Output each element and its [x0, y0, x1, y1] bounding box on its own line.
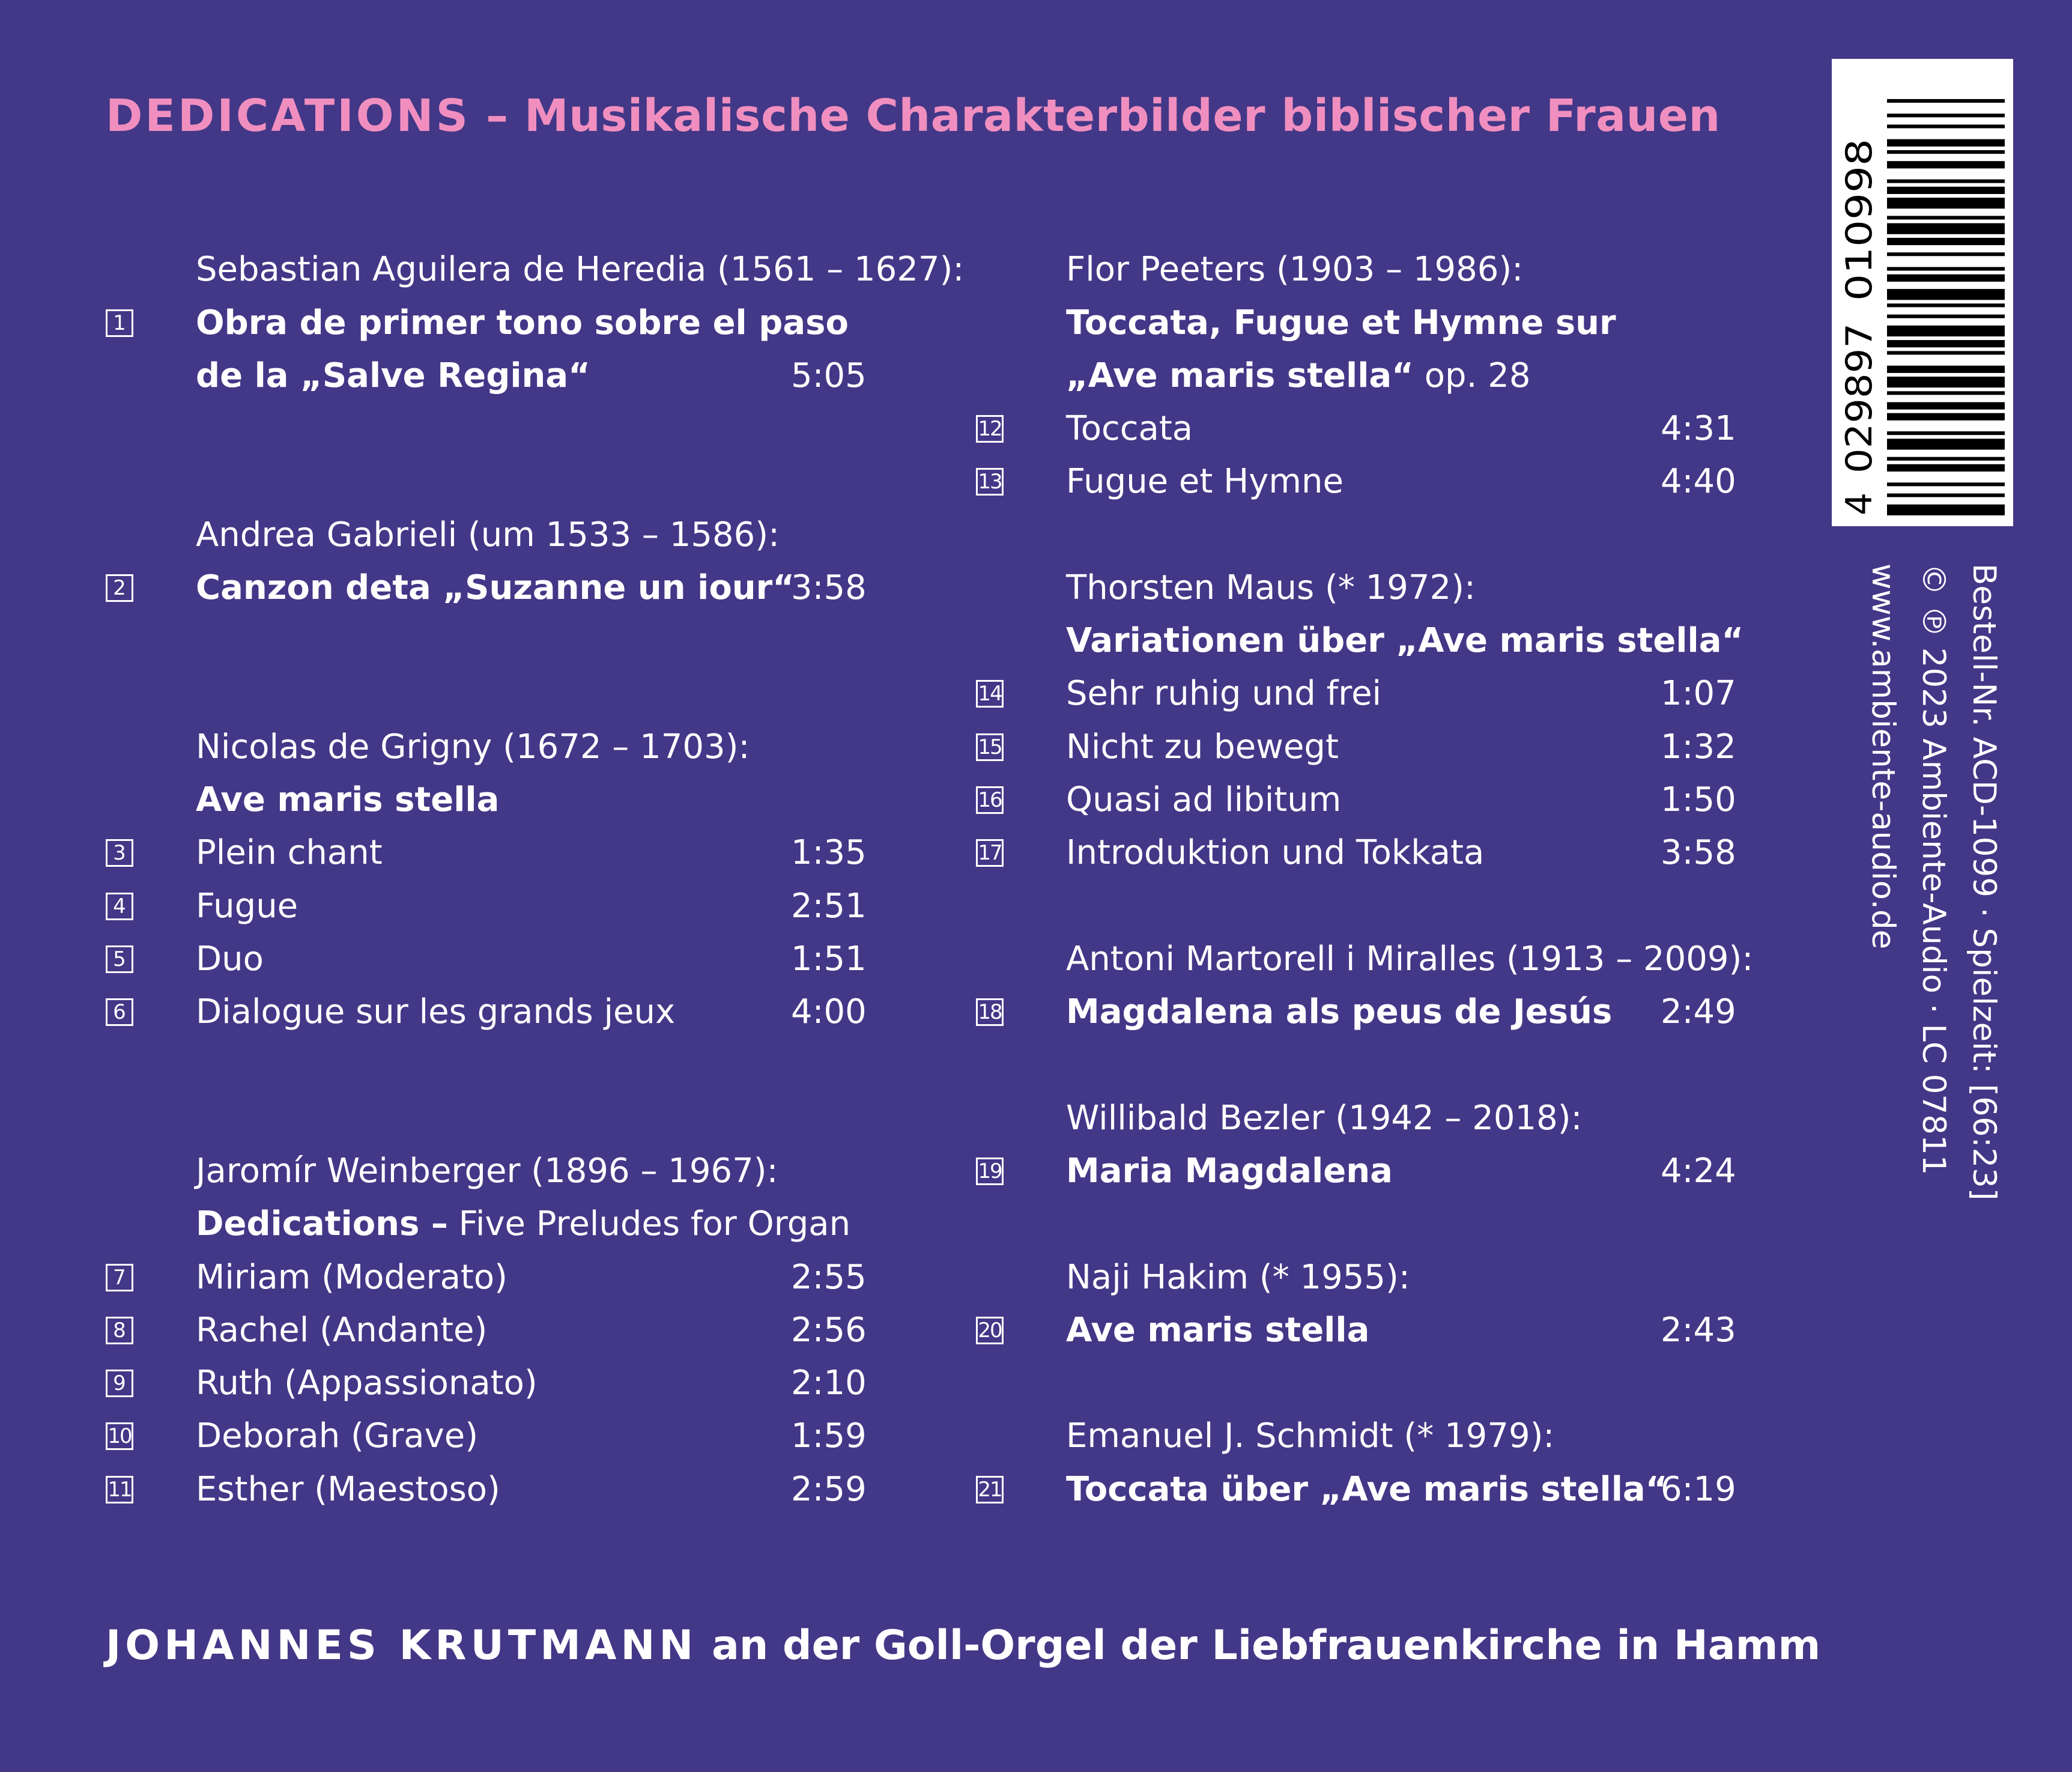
- barcode-bar: [1887, 340, 2005, 347]
- track-title: Deborah (Grave): [196, 1416, 479, 1455]
- barcode-bar: [1887, 238, 2005, 245]
- track-number: 14: [976, 680, 1004, 708]
- track-title: Fugue: [196, 887, 298, 926]
- work-title-bold: „Ave maris stella“: [1066, 356, 1414, 395]
- track-number: 9: [106, 1370, 133, 1397]
- track-duration: 1:35: [791, 833, 867, 872]
- barcode-bar: [1887, 99, 2005, 103]
- track-duration: 2:59: [791, 1470, 867, 1509]
- track-duration: 4:40: [1661, 462, 1736, 501]
- track-title: Canzon deta „Suzanne un iour“: [196, 568, 795, 607]
- work-title-bold: Toccata, Fugue et Hymne sur: [1066, 303, 1616, 342]
- work-title-extra: Five Preludes for Organ: [447, 1204, 851, 1243]
- barcode-bar: [1887, 505, 2005, 515]
- composer-name: Sebastian Aguilera de Heredia (1561 – 1627):: [196, 250, 965, 289]
- track-title: Maria Magdalena: [1066, 1151, 1393, 1191]
- barcode-bar: [1887, 216, 2005, 219]
- composer-name: Naji Hakim (* 1955):: [1066, 1258, 1410, 1297]
- composer-name: Nicolas de Grigny (1672 – 1703):: [196, 727, 750, 766]
- performer-venue: an der Goll-Orgel der Liebfrauenkirche in Hamm: [697, 1622, 1821, 1669]
- track-number: 8: [106, 1317, 133, 1344]
- barcode-bar: [1887, 150, 2005, 154]
- track-duration: 4:31: [1661, 409, 1736, 448]
- track-duration: 2:51: [791, 887, 867, 926]
- track-title: Introduktion und Tokkata: [1066, 833, 1485, 872]
- album-title-caps: DEDICATIONS: [106, 90, 470, 142]
- album-title: [106, 90, 1721, 142]
- barcode-bar: [1887, 438, 2005, 449]
- track-title: de la „Salve Regina“: [196, 356, 590, 395]
- track-number: 5: [106, 945, 133, 973]
- track-duration: 6:19: [1661, 1470, 1736, 1509]
- barcode-bar: [1887, 366, 2005, 373]
- barcode-bar: [1887, 457, 2005, 461]
- track-number: 18: [976, 998, 1004, 1026]
- track-duration: 1:51: [791, 939, 867, 979]
- track-duration: 4:00: [791, 992, 867, 1031]
- barcode-bar: [1887, 252, 2005, 256]
- track-duration: 4:24: [1661, 1151, 1736, 1191]
- track-number: 3: [106, 839, 133, 867]
- track-title: Duo: [196, 939, 264, 979]
- track-duration: 2:10: [791, 1364, 867, 1403]
- track-duration: 2:49: [1661, 992, 1736, 1031]
- barcode-bar: [1887, 180, 2005, 183]
- composer-name: Andrea Gabrieli (um 1533 – 1586):: [196, 515, 780, 554]
- barcode-bar: [1887, 315, 2005, 318]
- catalog-info: [1858, 563, 2009, 1201]
- track-number: 2: [106, 574, 133, 602]
- track-duration: 1:07: [1661, 674, 1736, 713]
- work-title-extra: op. 28: [1413, 356, 1531, 395]
- track-title: Ave maris stella: [1066, 1311, 1370, 1350]
- composer-name: Willibald Bezler (1942 – 2018):: [1066, 1099, 1583, 1138]
- track-title: Nicht zu bewegt: [1066, 727, 1339, 766]
- track-title: Toccata: [1066, 409, 1193, 448]
- barcode-bar: [1887, 303, 2005, 307]
- track-number: 21: [976, 1476, 1004, 1503]
- website-line: www.ambiente-audio.de: [1865, 563, 1901, 950]
- performer-name: JOHANNES KRUTMANN: [106, 1622, 698, 1669]
- work-title-text: [196, 774, 499, 827]
- track-number: 1: [106, 309, 133, 337]
- track-number: 15: [976, 733, 1004, 761]
- barcode-bar: [1887, 494, 2005, 497]
- track-title: Magdalena als peus de Jesús: [1066, 992, 1613, 1031]
- track-title: Plein chant: [196, 833, 383, 872]
- track-title: Ruth (Appassionato): [196, 1364, 538, 1403]
- track-title: Obra de primer tono sobre el paso: [196, 303, 849, 342]
- work-title-text: [1066, 614, 1743, 667]
- track-number: 12: [976, 415, 1004, 443]
- barcode-bar: [1887, 161, 2005, 168]
- barcode-bar: [1887, 114, 2005, 117]
- barcode: [1832, 59, 2013, 526]
- album-title-subtitle: – Musikalische Charakterbilder biblischer Frauen: [470, 90, 1721, 142]
- track-title: Esther (Maestoso): [196, 1470, 500, 1509]
- barcode-bar: [1887, 326, 2005, 336]
- composer-name: Antoni Martorell i Miralles (1913 – 2009):: [1066, 939, 1754, 979]
- track-duration: 3:58: [791, 568, 867, 607]
- catalog-number-line: Bestell-Nr. ACD-1099 · Spielzeit: [66:23]: [1966, 563, 2002, 1201]
- barcode-digits-last: 010998: [1838, 163, 1880, 301]
- track-number: 6: [106, 998, 133, 1026]
- track-number: 20: [976, 1317, 1004, 1344]
- barcode-bar: [1887, 351, 2005, 354]
- track-title: Toccata über „Ave maris stella“: [1066, 1470, 1668, 1509]
- barcode-bar: [1887, 431, 2005, 435]
- work-title-text: [196, 1198, 850, 1251]
- track-duration: 2:43: [1661, 1311, 1736, 1350]
- track-number: 17: [976, 839, 1004, 867]
- track-title: Dialogue sur les grands jeux: [196, 992, 676, 1031]
- track-duration: 3:58: [1661, 833, 1736, 872]
- track-title: Rachel (Andante): [196, 1311, 488, 1350]
- barcode-graphic: [1832, 59, 2013, 526]
- track-duration: 2:56: [791, 1311, 867, 1350]
- track-duration: 5:05: [791, 356, 867, 395]
- track-duration: 1:59: [791, 1416, 867, 1455]
- barcode-bar: [1887, 413, 2005, 420]
- track-number: 13: [976, 468, 1004, 496]
- barcode-bar: [1887, 124, 2005, 128]
- track-number: 4: [106, 893, 133, 920]
- track-title: Fugue et Hymne: [1066, 462, 1343, 501]
- barcode-bar: [1887, 289, 2005, 300]
- work-title-bold: Ave maris stella: [196, 780, 500, 819]
- barcode-bar: [1887, 391, 2005, 395]
- copyright-line: © ℗ 2023 Ambiente-Audio · LC 07811: [1915, 563, 1952, 1176]
- barcode-bar: [1887, 464, 2005, 472]
- barcode-bar: [1887, 482, 2005, 486]
- barcode-bar: [1887, 267, 2005, 271]
- track-number: 16: [976, 786, 1004, 814]
- barcode-bar: [1887, 377, 2005, 387]
- track-duration: 1:32: [1661, 727, 1736, 766]
- barcode-bar: [1887, 198, 2005, 208]
- track-title: Miriam (Moderato): [196, 1258, 507, 1297]
- track-number: 19: [976, 1158, 1004, 1185]
- composer-name: Thorsten Maus (* 1972):: [1066, 568, 1476, 607]
- work-title-bold: Variationen über „Ave maris stella“: [1066, 621, 1744, 660]
- track-duration: 1:50: [1661, 780, 1736, 819]
- barcode-bar: [1887, 275, 2005, 282]
- track-number: 7: [106, 1264, 133, 1291]
- composer-name: Jaromír Weinberger (1896 – 1967):: [196, 1151, 778, 1191]
- track-number: 11: [106, 1476, 133, 1503]
- barcode-digits-middle: 029897: [1838, 335, 1880, 473]
- barcode-bar: [1887, 223, 2005, 234]
- composer-name: Emanuel J. Schmidt (* 1979):: [1066, 1416, 1555, 1455]
- barcode-bar: [1887, 139, 2005, 147]
- track-number: 10: [106, 1422, 133, 1450]
- composer-name: Flor Peeters (1903 – 1986):: [1066, 250, 1524, 289]
- barcode-bar: [1887, 402, 2005, 410]
- barcode-digit-first: 4: [1838, 492, 1880, 515]
- track-duration: 2:55: [791, 1258, 867, 1297]
- barcode-bar: [1887, 187, 2005, 194]
- track-title: Quasi ad libitum: [1066, 780, 1342, 819]
- track-title: Sehr ruhig und frei: [1066, 674, 1382, 713]
- work-title-text: [1066, 350, 1530, 402]
- work-title-text: [1066, 297, 1616, 350]
- work-title-bold: Dedications –: [196, 1204, 448, 1243]
- performer-line: [106, 1622, 1820, 1669]
